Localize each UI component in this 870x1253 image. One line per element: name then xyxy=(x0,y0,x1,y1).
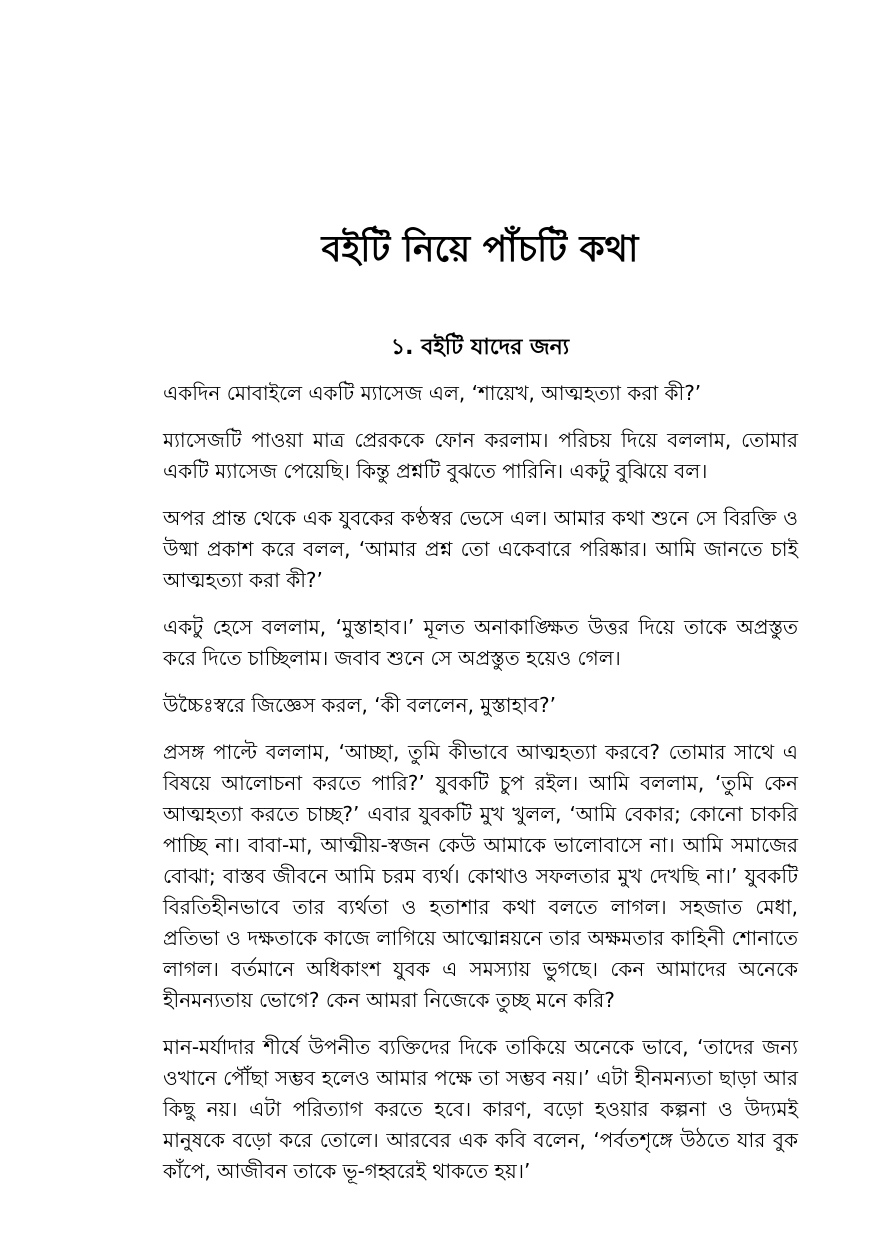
paragraph-1: একদিন মোবাইলে একটি ম্যাসেজ এল, ‘শায়েখ, আত্মহত্যা করা কী?’ xyxy=(163,381,702,405)
paragraph-5: উচ্চৈঃস্বরে জিজ্ঞেস করল, ‘কী বললেন, মুস্তাহাব?’ xyxy=(163,693,556,717)
paragraph-2: ম্যাসেজটি পাওয়া মাত্র প্রেরককে ফোন করলাম। পরিচয় দিয়ে বললাম, তোমার একটি ম্যাসেজ পেয়েছি। কিন্তু প্রশ্নটি বুঝতে পারিনি। একটু বুঝিয়ে বল। xyxy=(163,428,798,483)
paragraph-4: একটু হেসে বললাম, ‘মুস্তাহাব।’ মূলত অনাকাঙ্ক্ষিত উত্তর দিয়ে তাকে অপ্রস্তুত করে দিতে চাচ্ছিলাম। জবাব শুনে সে অপ্রস্তুত হয়েও গেল। xyxy=(163,615,798,670)
page-title: বইটি নিয়ে পাঁচটি কথা xyxy=(321,229,639,270)
section-heading: ১. বইটি যাদের জন্য xyxy=(390,335,570,360)
paragraph-6: প্রসঙ্গ পাল্টে বললাম, ‘আচ্ছা, তুমি কীভাবে আত্মহত্যা করবে? তোমার সাথে এ বিষয়ে আলোচনা করতে পারি?’ যুবকটি চুপ রইল। আমি বললাম, ‘তুমি কেন আত্মহত্যা করতে চাচ্ছ?’ এবার যুবকটি মুখ খুলল, ‘আমি বেকার; কোনো চাকরি পাচ্ছি না। বাবা-মা, আত্মীয়-স্বজন কেউ আমাকে ভালোবাসে না। আমি সমাজের বোঝা; বাস্তব জীবনে আমি চরম ব্যর্থ। কোথাও সফলতার মুখ দেখছি না।’ যুবকটি বিরতিহীনভাবে তার ব্যর্থতা ও হতাশার কথা বলতে লাগল। সহজাত মেধা, প্রতিভা ও দক্ষতাকে কাজে লাগিয়ে আত্মোন্নয়নে তার অক্ষমতার কাহিনী শোনাতে লাগল। বর্তমানে অধিকাংশ যুবক এ সমস্যায় ভুগছে। কেন আমাদের অনেকে হীনমন্যতায় ভোগে? কেন আমরা নিজেকে তুচ্ছ মনে করি? xyxy=(163,740,798,1012)
body-text xyxy=(163,378,798,1203)
paragraph-3: অপর প্রান্ত থেকে এক যুবকের কণ্ঠস্বর ভেসে এল। আমার কথা শুনে সে বিরক্তি ও উষ্মা প্রকাশ করে বলল, ‘আমার প্রশ্ন তো একেবারে পরিষ্কার। আমি জানতে চাই আত্মহত্যা করা কী?’ xyxy=(163,506,798,592)
paragraph-7: মান-মর্যাদার শীর্ষে উপনীত ব্যক্তিদের দিকে তাকিয়ে অনেকে ভাবে, ‘তাদের জন্য ওখানে পৌঁছা সম্ভব হলেও আমার পক্ষে তা সম্ভব নয়।’ এটা হীনমন্যতা ছাড়া আর কিছু নয়। এটা পরিত্যাগ করতে হবে। কারণ, বড়ো হওয়ার কল্পনা ও উদ্যমই মানুষকে বড়ো করে তোলে। আরবের এক কবি বলেন, ‘পর্বতশৃঙ্গে উঠতে যার বুক কাঁপে, আজীবন তাকে ভূ-গহ্বরেই থাকতে হয়।’ xyxy=(163,1035,798,1183)
